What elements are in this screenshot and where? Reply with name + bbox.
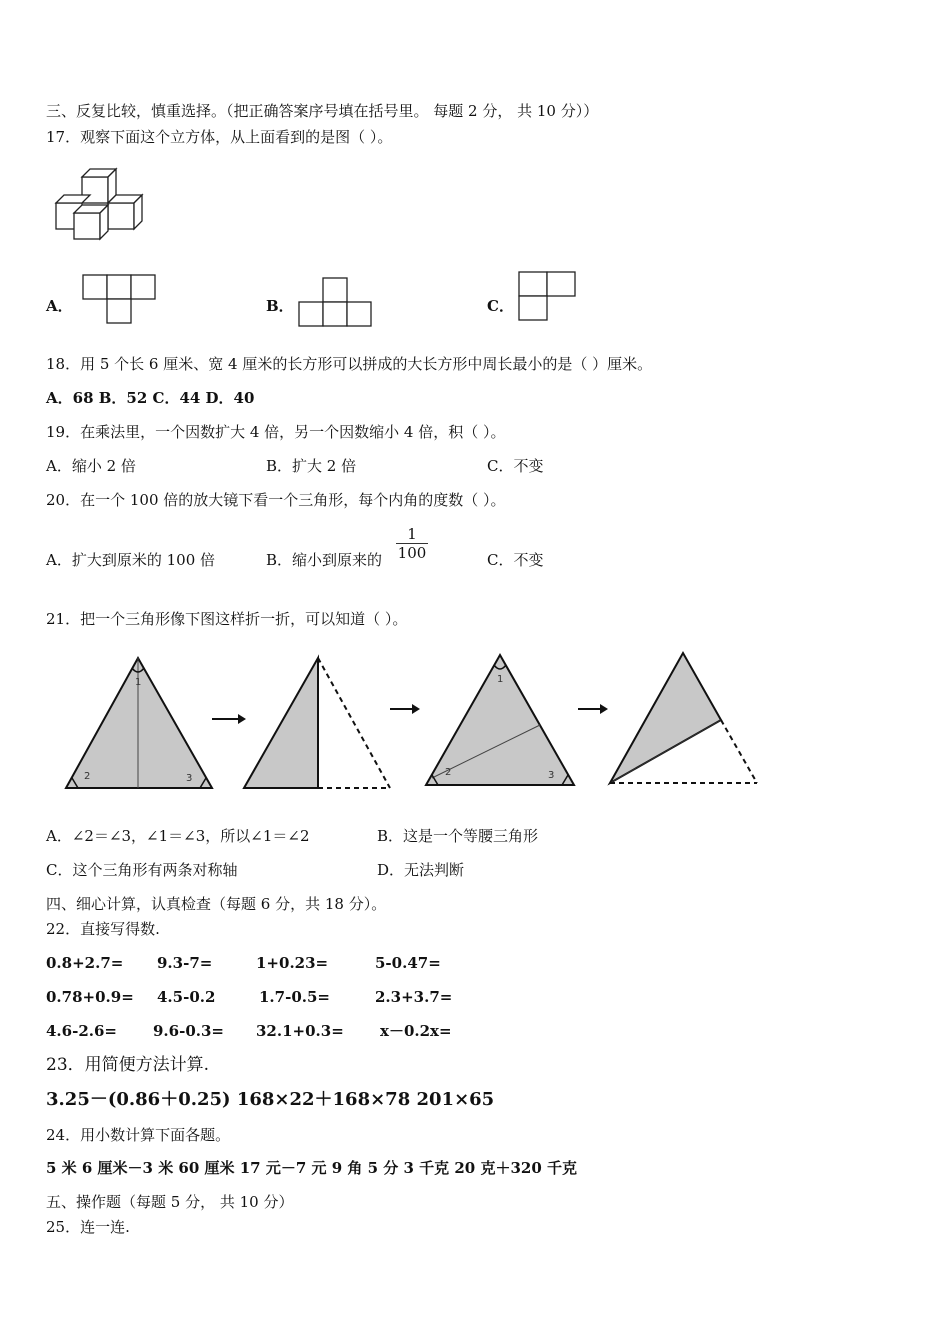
q21-option-d: D．无法判断 — [377, 861, 465, 879]
q20-option-b: B．缩小到原来的 — [266, 551, 383, 569]
q17-option-b: B． — [266, 297, 294, 315]
calc-cell: 1+0.23= — [256, 954, 329, 972]
angle-label-1b: 1 — [497, 674, 504, 685]
q19-option-a: A．缩小 2 倍 — [46, 457, 136, 475]
angle-label-2b: 2 — [445, 767, 452, 778]
triangle-folding-figure — [60, 648, 770, 798]
q17-stem: 17．观察下面这个立方体，从上面看到的是图（ ）。 — [46, 128, 393, 146]
q19-option-b: B．扩大 2 倍 — [266, 457, 357, 475]
q22-stem: 22．直接写得数. — [46, 920, 160, 938]
section3-heading: 三、反复比较，慎重选择。（把正确答案序号填在括号里。 每题 2 分， 共 10 分）） — [46, 102, 599, 120]
dashed-edge-1 — [318, 658, 390, 788]
top-view-b-figure — [296, 276, 376, 328]
q18-options: A．68 B．52 C．44 D．40 — [46, 389, 255, 407]
top-view-c-figure — [517, 270, 579, 324]
top-view-a-figure — [80, 273, 160, 325]
q19-stem: 19．在乘法里，一个因数扩大 4 倍，另一个因数缩小 4 倍，积（ ）。 — [46, 423, 506, 441]
section4-heading: 四、细心计算，认真检查（每题 6 分，共 18 分）。 — [46, 895, 387, 913]
calc-cell: 4.5-0.2 — [157, 988, 216, 1006]
calc-cell: 1.7-0.5= — [259, 988, 330, 1006]
q17-option-a: A． — [46, 297, 73, 315]
q20-stem: 20．在一个 100 倍的放大镜下看一个三角形，每个内角的度数（ ）。 — [46, 491, 506, 509]
fraction-one-hundredth — [396, 525, 428, 562]
q23-expressions: 3.25－(0.86＋0.25) 168×22＋168×78 201×65 — [46, 1089, 495, 1110]
angle-label-3: 3 — [186, 773, 193, 784]
calc-cell: 0.8+2.7= — [46, 954, 124, 972]
cube-stack-figure — [52, 167, 148, 243]
dashed-edge-2 — [721, 720, 757, 783]
calc-cell: 32.1+0.3= — [256, 1022, 344, 1040]
calc-cell: x－0.2x= — [380, 1022, 452, 1040]
calc-cell: 4.6-2.6= — [46, 1022, 117, 1040]
arrow-2-head — [412, 704, 420, 714]
q21-option-a: A．∠2＝∠3，∠1＝∠3，所以∠1＝∠2 — [46, 827, 310, 845]
triangle-folded-diagonal — [610, 653, 721, 783]
calc-cell: 5-0.47= — [375, 954, 441, 972]
calc-cell: 9.3-7= — [157, 954, 213, 972]
section5-heading: 五、操作题（每题 5 分， 共 10 分） — [46, 1193, 294, 1211]
q23-stem: 23．用简便方法计算. — [46, 1055, 210, 1075]
angle-label-1: 1 — [135, 677, 142, 688]
q21-option-b: B．这是一个等腰三角形 — [377, 827, 539, 845]
q18-stem: 18．用 5 个长 6 厘米、宽 4 厘米的长方形可以拼成的大长方形中周长最小的是（ ）厘米。 — [46, 355, 653, 373]
q21-option-c: C．这个三角形有两条对称轴 — [46, 861, 238, 879]
angle-label-3b: 3 — [548, 770, 555, 781]
q21-stem: 21．把一个三角形像下图这样折一折，可以知道（ ）。 — [46, 610, 408, 628]
q17-option-c: C． — [487, 297, 514, 315]
arrow-1-head — [238, 714, 246, 724]
q19-option-c: C．不变 — [487, 457, 544, 475]
calc-cell: 0.78+0.9= — [46, 988, 134, 1006]
fraction-numerator: 1 — [407, 525, 417, 543]
calc-cell: 9.6-0.3= — [153, 1022, 224, 1040]
q24-stem: 24．用小数计算下面各题。 — [46, 1126, 231, 1144]
q20-option-a: A．扩大到原米的 100 倍 — [46, 551, 215, 569]
q24-expressions: 5 米 6 厘米－3 米 60 厘米 17 元－7 元 9 角 5 分 3 千克 20 克＋320 千克 — [46, 1159, 577, 1177]
triangle-folded-vertical — [244, 658, 318, 788]
q25-stem: 25．连一连. — [46, 1218, 130, 1236]
arrow-3-head — [600, 704, 608, 714]
angle-label-2: 2 — [84, 771, 91, 782]
calc-cell: 2.3+3.7= — [375, 988, 453, 1006]
q20-option-c: C．不变 — [487, 551, 544, 569]
fraction-denominator: 100 — [397, 544, 427, 562]
